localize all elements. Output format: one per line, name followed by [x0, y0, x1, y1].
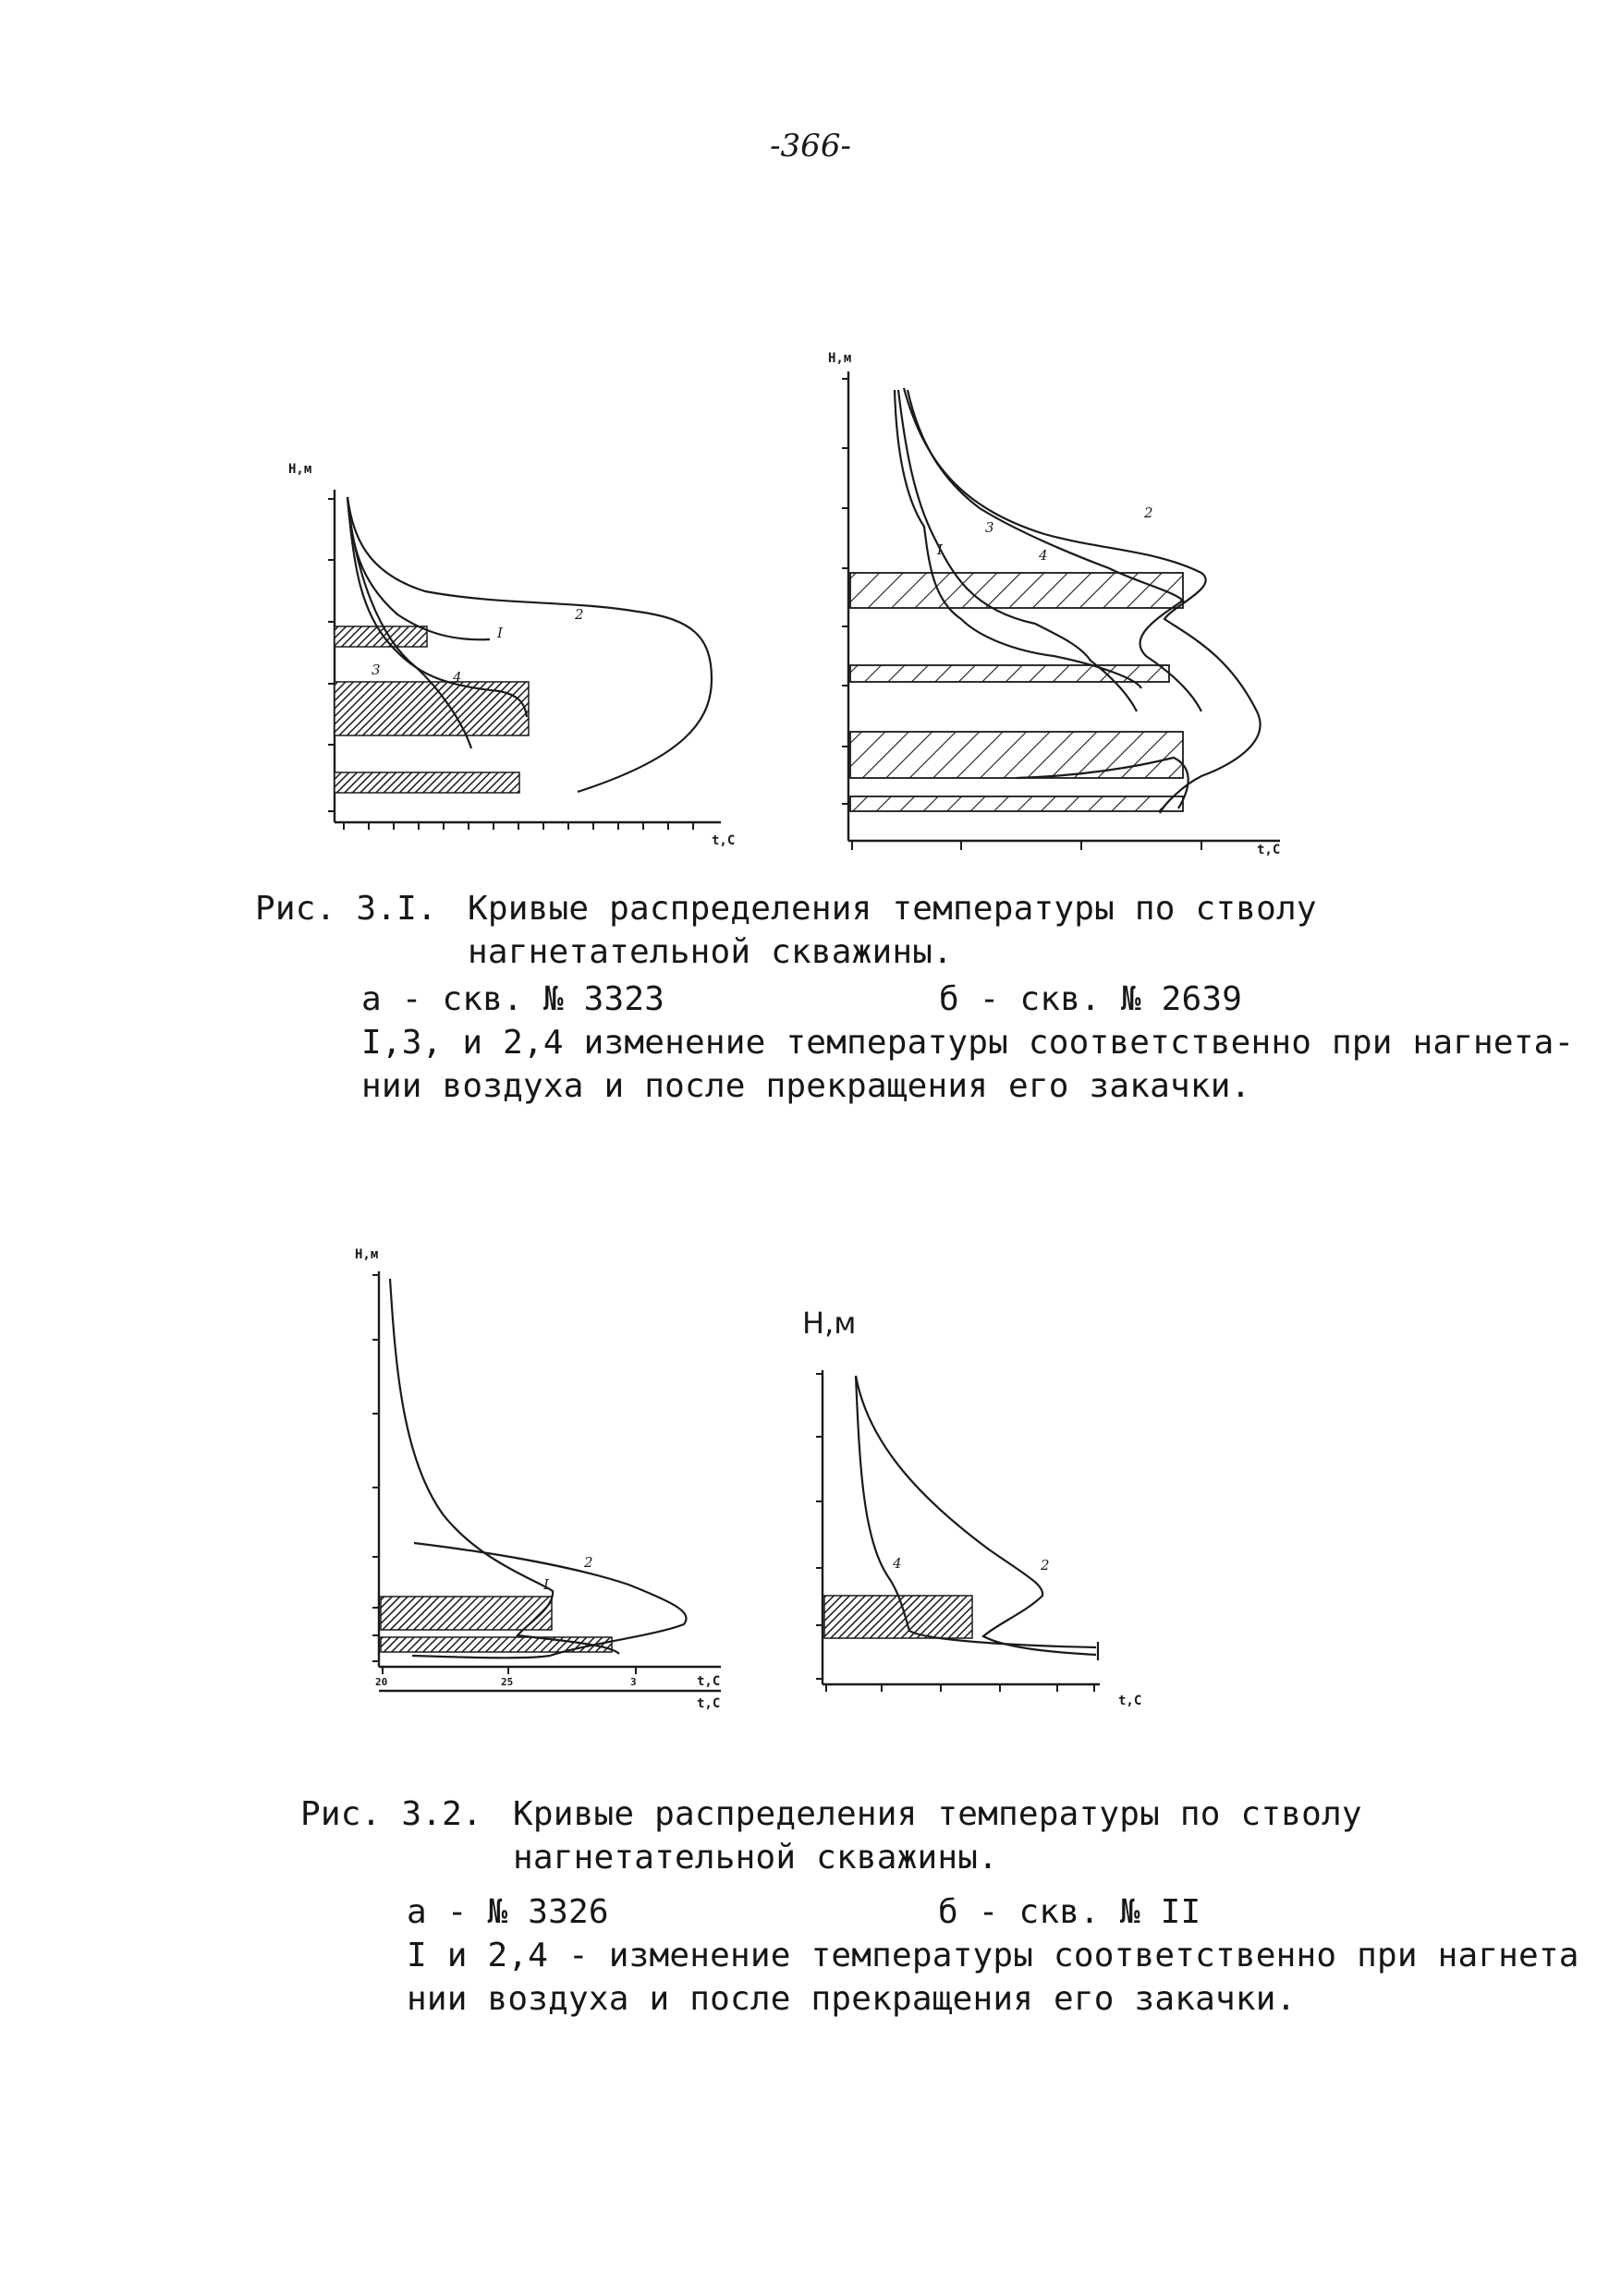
- caption-note-line: I и 2,4 - изменение температуры соответственно при нагнета: [407, 1937, 1579, 1974]
- caption-title-line: нагнетательной скважины.: [513, 1839, 998, 1877]
- caption-note-line: I,3, и 2,4 изменение температуры соответственно при нагнета-: [361, 1024, 1575, 1062]
- x-ticks-upper: [375, 1667, 637, 1688]
- curve-label: 2: [1041, 1557, 1050, 1573]
- caption-title-line: Кривые распределения температуры по стволу: [513, 1795, 1362, 1833]
- x-ticks: [852, 841, 1201, 850]
- caption-note-line: нии воздуха и после прекращения его закачки.: [361, 1067, 1251, 1105]
- temperature-curve-3: [898, 390, 1137, 711]
- figure-3-2-panel-a: [342, 1238, 749, 1719]
- hatched-layer: [381, 1597, 552, 1630]
- y-axis-title: Н,м: [828, 351, 852, 366]
- figure-3-2a-plot: [342, 1238, 749, 1719]
- hatched-layer: [335, 682, 529, 735]
- figure-number: Рис. 3.2.: [300, 1795, 482, 1833]
- temperature-curve-4: [908, 390, 1201, 711]
- hatched-layer: [381, 1637, 612, 1652]
- curve-label: 2: [575, 606, 584, 623]
- y-axis-title: Н,м: [288, 462, 312, 477]
- curve-label: 2: [584, 1554, 593, 1571]
- x-tick-label: 20: [375, 1676, 388, 1688]
- hatched-layer: [335, 626, 427, 647]
- curve-label: 4: [1039, 547, 1048, 564]
- temperature-curve-1: [895, 390, 1141, 688]
- x-axis-title: t,C: [697, 1674, 721, 1689]
- hatched-layer: [824, 1596, 972, 1638]
- x-axis-title: t,C: [1118, 1694, 1142, 1708]
- hatched-layer: [850, 732, 1183, 778]
- hatched-layer: [335, 772, 519, 793]
- caption-panel-a: а - № 3326: [407, 1893, 609, 1931]
- figure-3-1-caption: [255, 887, 1575, 1109]
- curve-label: I: [543, 1576, 549, 1593]
- caption-title-line: Кривые распределения температуры по стволу: [468, 890, 1317, 928]
- figure-3-1b-plot: [804, 342, 1322, 873]
- curve-label: 4: [453, 669, 462, 686]
- caption-note-line: нии воздуха и после прекращения его закачки.: [407, 1980, 1297, 2018]
- curve-label: 3: [985, 519, 994, 536]
- x-ticks: [344, 822, 693, 830]
- curve-label: 3: [372, 662, 381, 678]
- temperature-curve-1: [347, 497, 490, 639]
- x-tick-label: 25: [501, 1676, 514, 1688]
- y-axis-title: Н,м: [355, 1247, 379, 1262]
- x-axis-title: t,C: [712, 833, 736, 848]
- caption-panel-a: а - скв. № 3323: [361, 980, 665, 1018]
- figure-3-1-panel-a: [277, 443, 758, 850]
- hatched-layer: [850, 665, 1169, 682]
- hatched-layer: [850, 796, 1183, 811]
- curve-label: I: [937, 541, 943, 558]
- figure-3-2-panel-b: [786, 1298, 1201, 1723]
- figure-3-1a-plot: [277, 443, 758, 850]
- figure-3-1-panel-b: [804, 342, 1322, 873]
- page-number: -366-: [770, 128, 851, 164]
- caption-panel-b: б - скв. № 2639: [939, 980, 1243, 1018]
- x-tick-label: 3: [630, 1676, 637, 1688]
- x-axis-title: t,C: [1257, 843, 1281, 857]
- figure-3-2b-plot: [786, 1298, 1201, 1723]
- curve-label: 2: [1144, 504, 1153, 521]
- x-axis-title-secondary: t,C: [697, 1696, 721, 1711]
- curve-label: 4: [893, 1555, 902, 1572]
- figure-3-2-caption: [300, 1792, 1579, 2018]
- y-axis-title: Н,м: [802, 1306, 857, 1341]
- figure-number: Рис. 3.I.: [255, 890, 437, 928]
- caption-panel-b: б - скв. № II: [938, 1893, 1201, 1931]
- curve-label: I: [497, 625, 503, 641]
- caption-title-line: нагнетательной скважины.: [468, 933, 953, 971]
